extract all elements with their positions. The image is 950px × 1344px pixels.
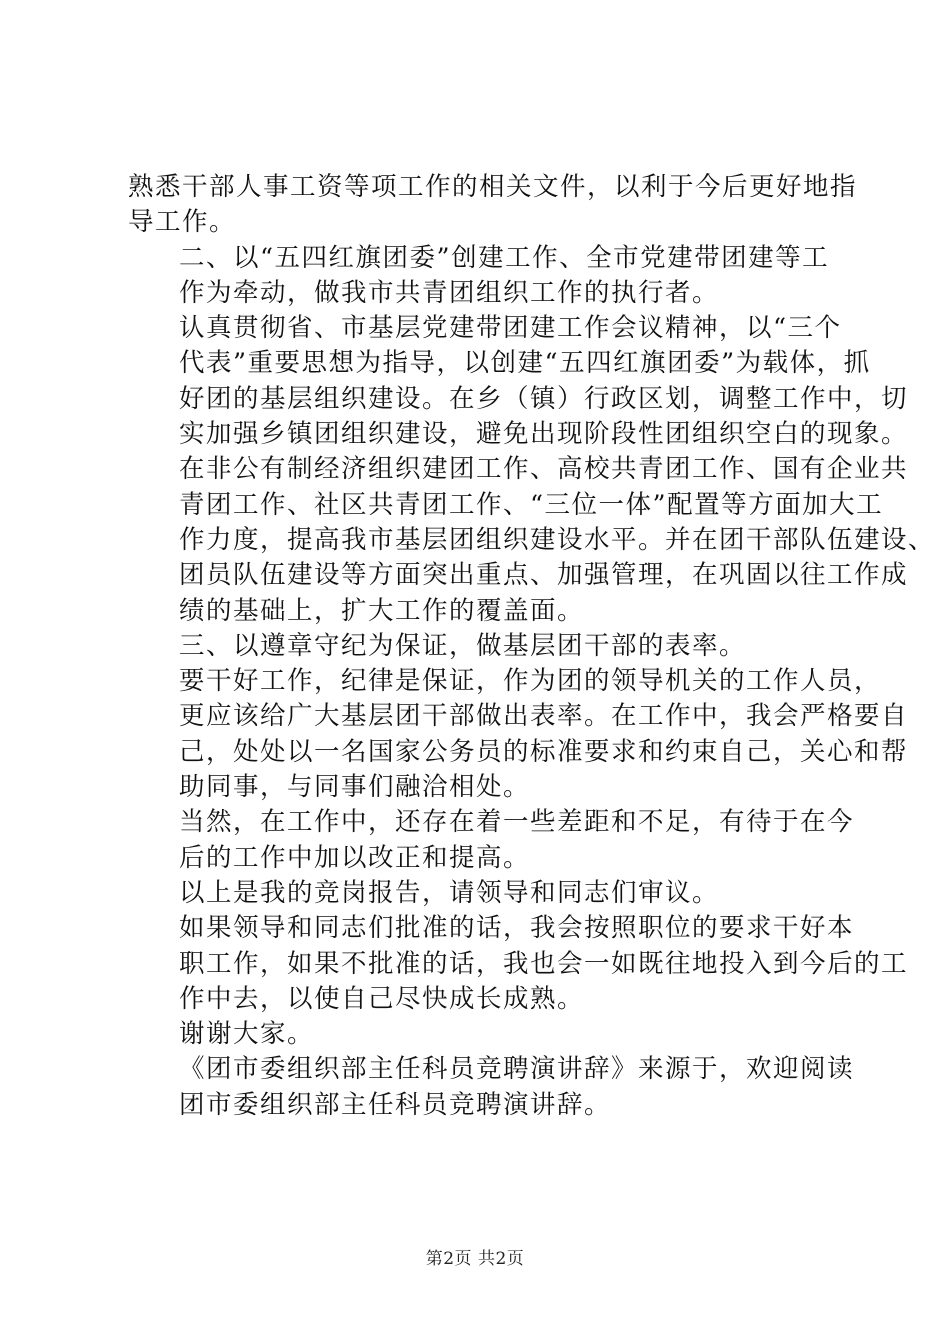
text-line: 认真贯彻省、市基层党建带团建工作会议精神，以“三个 [179,313,842,344]
text-line: 后的工作中加以改正和提高。 [179,842,531,873]
text-line: 绩的基础上，扩大工作的覆盖面。 [179,595,585,626]
text-line: 好团的基层组织建设。在乡（镇）行政区划，调整工作中，切 [179,383,909,414]
text-line: 二、以“五四红旗团委”创建工作、全市党建带团建等工 [179,242,830,273]
text-line: 团员队伍建设等方面突出重点、加强管理，在巩固以往工作成 [179,560,909,591]
text-line: 青团工作、社区共青团工作、“三位一体”配置等方面加大工 [179,489,884,520]
paragraph [128,170,858,241]
text-line: 实加强乡镇团组织建设，避免出现阶段性团组织空白的现象。 [179,419,909,450]
text-line: 《团市委组织部主任科员竞聘演讲辞》来源于，欢迎阅读 [179,1054,855,1085]
paragraph [128,241,840,312]
paragraph [128,1017,840,1052]
text-line: 导工作。 [128,207,237,238]
text-line: 更应该给广大基层团干部做出表率。在工作中，我会严格要自 [179,701,909,732]
text-line: 助同事，与同事们融洽相处。 [179,772,531,803]
text-line: 谢谢大家。 [179,1019,315,1050]
paragraph [128,311,936,629]
text-line: 三、以遵章守纪为保证，做基层团干部的表率。 [179,630,747,661]
page-footer: 第2页 共2页 [425,1249,525,1269]
text-line: 代表”重要思想为指导，以创建“五四红旗团委”为载体，抓 [179,348,871,379]
paragraph [128,664,909,805]
text-line: 如果领导和同志们批准的话，我会按照职位的要求干好本 [179,913,855,944]
text-line: 在非公有制经济组织建团工作、高校共青团工作、国有企业共 [179,454,909,485]
text-line: 熟悉干部人事工资等项工作的相关文件，以利于今后更好地指 [128,172,858,202]
paragraph [128,629,840,664]
text-line: 当然，在工作中，还存在着一些差距和不足，有待于在今 [179,807,855,838]
text-line: 要干好工作，纪律是保证，作为团的领导机关的工作人员， [179,666,882,697]
text-line: 己，处处以一名国家公务员的标准要求和约束自己，关心和帮 [179,736,909,767]
text-line: 以上是我的竞岗报告，请领导和同志们审议。 [179,877,720,908]
text-line: 作中去，以使自己尽快成长成熟。 [179,983,585,1014]
text-line: 团市委组织部主任科员竞聘演讲辞。 [179,1089,612,1120]
paragraph [128,1052,855,1123]
paragraph [128,911,909,1017]
text-line: 职工作，如果不批准的话，我也会一如既往地投入到今后的工 [179,948,909,979]
text-line: 作力度，提高我市基层团组织建设水平。并在团干部队伍建设、 [179,524,936,555]
document-body [128,170,936,1123]
paragraph [128,805,855,876]
paragraph [128,876,840,911]
text-line: 作为牵动，做我市共青团组织工作的执行者。 [179,277,720,308]
